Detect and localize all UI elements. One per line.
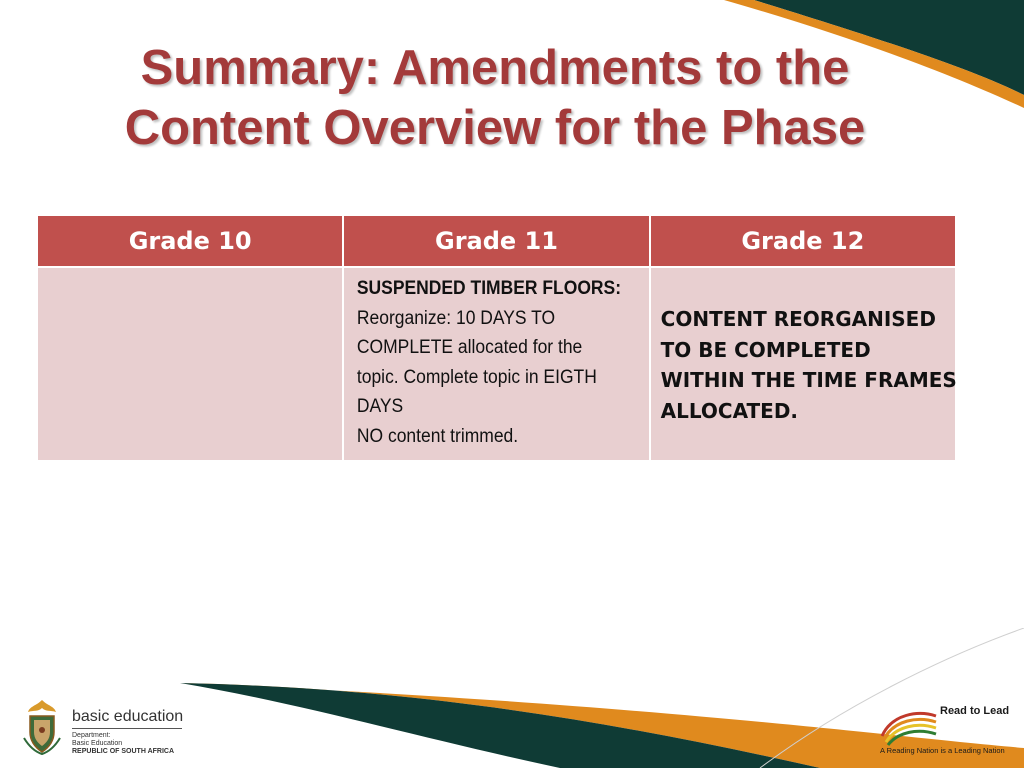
read-to-lead-title: Read to Lead bbox=[940, 705, 1010, 717]
slide-title bbox=[30, 38, 960, 158]
dbe-logo bbox=[20, 698, 220, 760]
table-row bbox=[37, 267, 956, 461]
read-to-lead-logo bbox=[874, 700, 1014, 760]
dbe-logo-divider bbox=[72, 728, 182, 729]
grade-11-content bbox=[344, 268, 664, 451]
grade-11-heading: SUSPENDED TIMBER FLOORS: bbox=[357, 278, 622, 299]
read-to-lead-tagline: A Reading Nation is a Leading Nation bbox=[880, 746, 1005, 755]
grade-12-line: CONTENT REORGANISED bbox=[660, 307, 936, 331]
grade-11-line: DAYS bbox=[357, 396, 404, 417]
dbe-logo-line3: REPUBLIC OF SOUTH AFRICA bbox=[72, 748, 175, 755]
grades-table bbox=[36, 214, 957, 462]
header-grade-11: Grade 11 bbox=[343, 215, 649, 267]
grade-12-line: TO BE COMPLETED bbox=[660, 337, 871, 362]
grade-12-line: ALLOCATED. bbox=[660, 398, 799, 423]
cell-grade-12 bbox=[650, 267, 956, 461]
grade-11-line: NO content trimmed. bbox=[357, 425, 519, 447]
slide-title-line-1: Summary: Amendments to the bbox=[140, 41, 850, 95]
grade-11-line: COMPLETE allocated for the bbox=[357, 337, 583, 358]
grade-12-content bbox=[651, 268, 955, 426]
table-header-row bbox=[37, 215, 956, 267]
grade-12-line: WITHIN THE TIME FRAMES bbox=[660, 368, 957, 392]
header-grade-12: Grade 12 bbox=[650, 215, 956, 267]
dbe-logo-line1: Department: bbox=[72, 732, 111, 739]
grade-11-line: Reorganize: 10 DAYS TO bbox=[357, 307, 556, 329]
dbe-logo-text bbox=[72, 708, 183, 756]
grade-11-line: topic. Complete topic in EIGTH bbox=[357, 366, 598, 388]
cell-grade-11 bbox=[343, 267, 649, 461]
header-grade-10: Grade 10 bbox=[37, 215, 343, 267]
dbe-logo-name: basic education bbox=[72, 708, 184, 725]
slide-title-line-2: Content Overview for the Phase bbox=[124, 101, 866, 155]
open-book-icon bbox=[878, 706, 938, 746]
cell-grade-10 bbox=[37, 267, 343, 461]
dbe-logo-line2: Basic Education bbox=[72, 740, 123, 747]
coat-of-arms-icon bbox=[20, 698, 64, 756]
